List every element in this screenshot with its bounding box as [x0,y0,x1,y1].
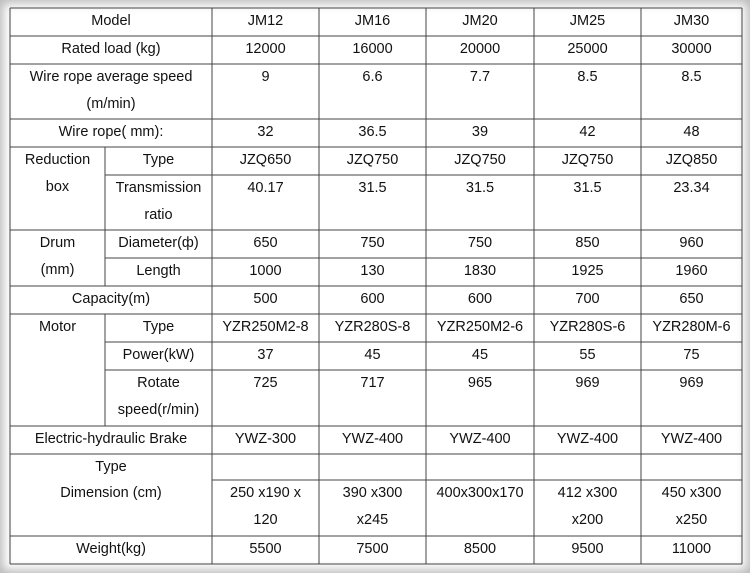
brake-value: YWZ-300 [234,431,297,447]
motor-rotate-speed-value: 969 [679,375,704,391]
reduction-box-type-value: JZQ650 [239,152,292,168]
weight-value: 7500 [356,541,389,557]
capacity-value: 600 [360,291,385,307]
weight-label: Weight(kg) [76,541,146,557]
motor-power-value: 75 [683,347,700,363]
motor-rotate-speed-label: Rotate speed(r/min) [117,375,200,418]
rated-load-label: Rated load (kg) [61,41,161,57]
motor-type-value: YZR280S-6 [549,319,626,335]
dimension-value: 250 x190 x 120 [230,485,301,528]
weight-value: 8500 [463,541,497,557]
motor-type-value: YZR280S-8 [334,319,411,335]
wire-rope-value: 39 [471,124,489,140]
motor-type-value: YZR250M2-6 [436,319,524,335]
header-model-name: JM25 [569,13,606,29]
dimension-value: 390 x300 x245 [342,485,403,528]
transmission-ratio-value: 31.5 [465,180,495,196]
capacity-label: Capacity(m) [71,291,151,307]
header-model-name: JM12 [247,13,284,29]
drum-length-value: 1830 [463,263,497,279]
motor-power-label: Power(kW) [122,347,195,363]
drum-length-value: 1925 [571,263,604,279]
wire-rope-value: 48 [683,124,700,140]
motor-type-value: YZR250M2-8 [222,319,309,335]
rated-load-value: 12000 [245,41,286,57]
dimension-label: Dimension (cm) [60,485,162,501]
brake-label: Electric-hydraulic Brake [34,431,188,447]
dimension-value: 412 x300 x200 [557,485,618,528]
header-model-name: JM16 [354,13,391,29]
drum-diameter-label: Diameter(ф) [118,235,199,251]
capacity-value: 700 [575,291,600,307]
reduction-box-type-value: JZQ750 [346,152,399,168]
motor-type-label: Type [142,319,175,335]
header-model-name: JM30 [673,13,710,29]
motor-label: Motor [38,319,77,335]
drum-diameter-value: 850 [575,235,600,251]
header-model-name: JM20 [462,13,498,29]
drum-diameter-value: 750 [360,235,385,251]
motor-rotate-speed-value: 725 [253,375,278,391]
wire-rope-label: Wire rope( mm): [58,124,164,140]
transmission-ratio-value: 31.5 [573,180,602,196]
rated-load-value: 20000 [459,41,501,57]
dimension-value: 400x300x170 [436,485,524,501]
motor-power-value: 37 [257,347,274,363]
capacity-value: 500 [253,291,278,307]
wire-rope-value: 36.5 [358,124,387,140]
motor-power-value: 55 [579,347,596,363]
dimension-value: 450 x300 x250 [661,485,722,528]
header-model-label: Model [91,13,131,29]
wire-rope-speed-label: Wire rope average speed (m/min) [29,69,193,112]
drum-length-value: 1000 [249,263,282,279]
motor-type-value: YZR280M-6 [652,319,731,335]
capacity-value: 600 [467,291,493,307]
wire-rope-speed-value: 7.7 [469,69,491,85]
rated-load-value: 16000 [352,41,393,57]
transmission-ratio-value: 23.34 [673,180,710,196]
drum-length-value: 130 [360,263,385,279]
motor-rotate-speed-value: 717 [360,375,385,391]
brake-value: YWZ-400 [660,431,723,447]
motor-power-value: 45 [471,347,489,363]
drum-diameter-value: 650 [253,235,278,251]
wire-rope-speed-value: 8.5 [681,69,702,85]
wire-rope-value: 42 [579,124,596,140]
reduction-box-type-value: JZQ850 [665,152,718,168]
motor-rotate-speed-value: 965 [467,375,493,391]
weight-value: 5500 [249,541,282,557]
brake-value: YWZ-400 [556,431,619,447]
weight-value: 11000 [671,541,712,557]
wire-rope-speed-value: 8.5 [577,69,598,85]
reduction-box-type-label: Type [142,152,175,168]
rated-load-value: 30000 [671,41,712,57]
capacity-value: 650 [679,291,704,307]
weight-value: 9500 [571,541,604,557]
transmission-ratio-value: 31.5 [358,180,387,196]
motor-rotate-speed-value: 969 [575,375,600,391]
wire-rope-value: 32 [257,124,274,140]
reduction-box-label: Reduction box [24,152,91,195]
brake-value: YWZ-400 [341,431,404,447]
motor-power-value: 45 [364,347,381,363]
brake-type-label: Type [95,459,127,475]
transmission-ratio-label: Transmission ratio [115,180,202,223]
brake-value: YWZ-400 [449,431,511,447]
reduction-box-type-value: JZQ750 [561,152,614,168]
reduction-box-type-value: JZQ750 [454,152,506,168]
drum-length-value: 1960 [675,263,708,279]
drum-diameter-value: 960 [679,235,704,251]
drum-diameter-value: 750 [467,235,493,251]
wire-rope-speed-value: 6.6 [362,69,383,85]
transmission-ratio-value: 40.17 [247,180,284,196]
rated-load-value: 25000 [567,41,608,57]
drum-label: Drum (mm) [39,235,76,278]
drum-length-label: Length [136,263,181,279]
wire-rope-speed-value: 9 [261,69,270,85]
